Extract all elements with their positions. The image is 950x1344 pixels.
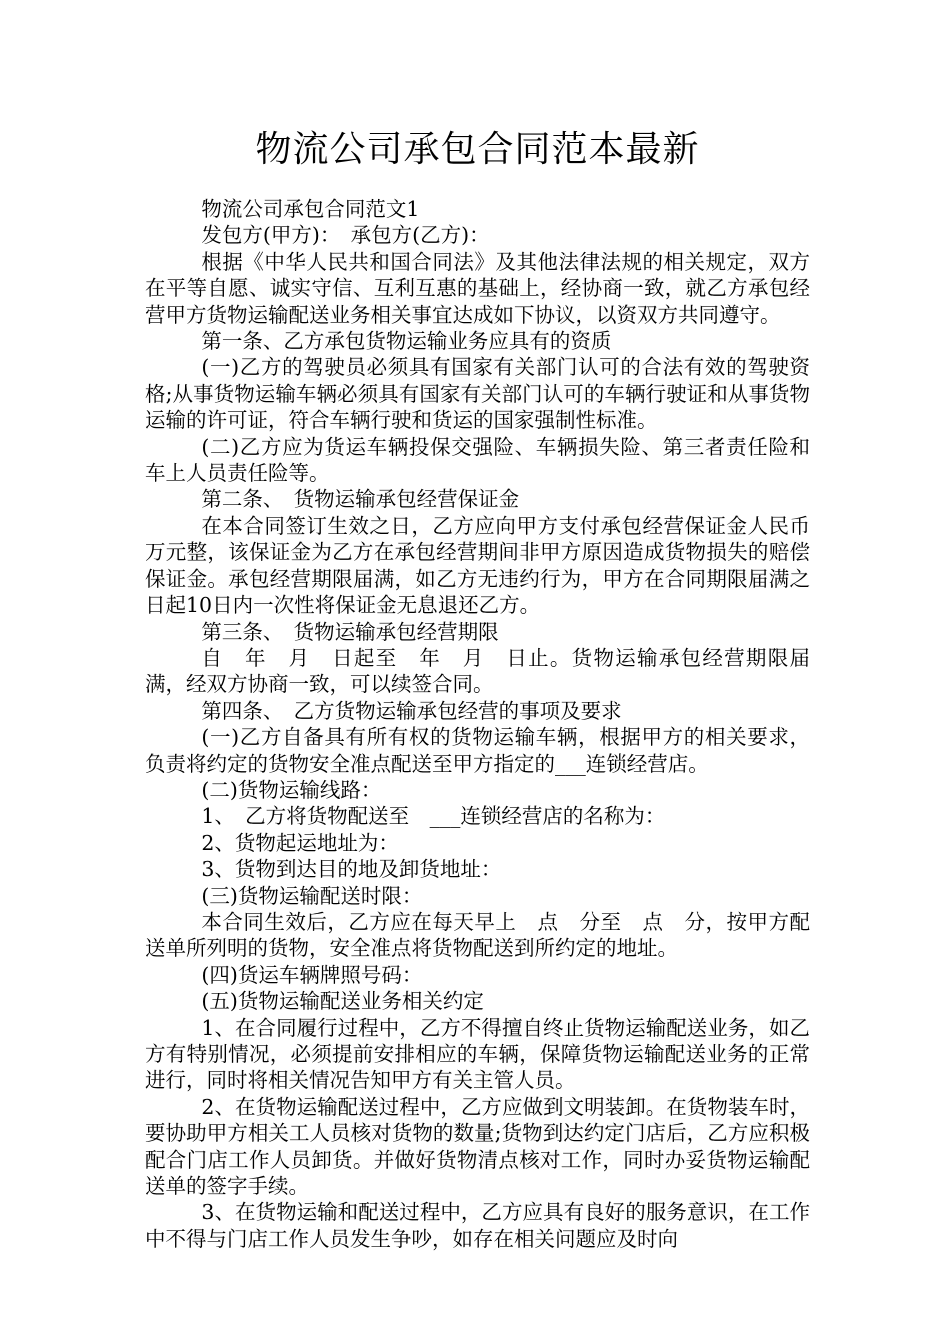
article-3-text: 自 年 月 日起至 年 月 日止。货物运输承包经营期限届满，经双方协商一致，可以续签合同。	[145, 645, 810, 697]
article-2-text: 在本合同签订生效之日，乙方应向甲方支付承包经营保证金人民币万元整，该保证金为乙方在承包经营期间非甲方原因造成货物损失的赔偿保证金。承包经营期限届满，如乙方无违约行为，甲方在合同期限届满之日起10日内一次性将保证金无息退还乙方。	[145, 513, 810, 618]
article-4-item-5: (五)货物运输配送业务相关约定	[201, 989, 484, 1014]
article-4-item-1: (一)乙方自备具有所有权的货物运输车辆，根据甲方的相关要求，负责将约定的货物安全准点配送至甲方指定的___连锁经营店。	[145, 725, 810, 776]
paragraph-heading-sample: 物流公司承包合同范文1	[201, 197, 420, 221]
route-line-3: 3、货物到达目的地及卸货地址：	[201, 857, 502, 882]
article-4-item-4: (四)货运车辆牌照号码：	[201, 962, 423, 987]
paragraph-parties: 发包方(甲方)： 承包方(乙方)：	[201, 223, 490, 248]
article-1-item-2: (二)乙方应为货运车辆投保交强险、车辆损失险、第三者责任险和车上人员责任险等。	[145, 434, 810, 486]
route-line-1: 1、 乙方将货物配送至 ___连锁经营店的名称为：	[201, 804, 666, 829]
article-4-heading: 第四条、 乙方货物运输承包经营的事项及要求	[201, 698, 622, 723]
article-1-heading: 第一条、乙方承包货物运输业务应具有的资质	[201, 329, 612, 354]
agreement-clause-3: 3、在货物运输和配送过程中，乙方应具有良好的服务意识，在工作中不得与门店工作人员发生争吵，如存在相关问题应及时向	[145, 1200, 810, 1251]
article-2-heading: 第二条、 货物运输承包经营保证金	[201, 487, 520, 512]
article-4-item-3: (三)货物运输配送时限：	[201, 883, 423, 908]
agreement-clause-1: 1、在合同履行过程中，乙方不得擅自终止货物运输配送业务，如乙方有特别情况，必须提前安排相应的车辆，保障货物运输配送业务的正常进行，同时将相关情况告知甲方有关主管人员。	[145, 1015, 810, 1093]
delivery-time-text: 本合同生效后，乙方应在每天早上 点 分至 点 分，按甲方配送单所列明的货物，安全准点将货物配送到所约定的地址。	[145, 909, 810, 961]
document-title: 物流公司承包合同范本最新	[255, 129, 700, 170]
route-line-2: 2、货物起运地址为：	[201, 830, 399, 855]
article-3-heading: 第三条、 货物运输承包经营期限	[201, 619, 499, 644]
article-1-item-1: (一)乙方的驾驶员必须具有国家有关部门认可的合法有效的驾驶资格;从事货物运输车辆必须具有国家有关部门认可的车辆行驶证和从事货物运输的许可证，符合车辆行驶和货运的国家强制性标准。	[145, 355, 810, 433]
paragraph-preamble: 根据《中华人民共和国合同法》及其他法律法规的相关规定，双方在平等自愿、诚实守信、互利互惠的基础上，经协商一致，就乙方承包经营甲方货物运输配送业务相关事宜达成如下协议，以资双方共同遵守。	[145, 249, 810, 327]
article-4-item-2: (二)货物运输线路：	[201, 777, 382, 802]
agreement-clause-2: 2、在货物运输配送过程中，乙方应做到文明装卸。在货物装车时，要协助甲方相关工人员核对货物的数量;货物到达约定门店后，乙方应积极配合门店工作人员卸货。并做好货物清点核对工作，同时办妥货物运输配送单的签字手续。	[145, 1094, 810, 1199]
document-body	[145, 196, 810, 1252]
